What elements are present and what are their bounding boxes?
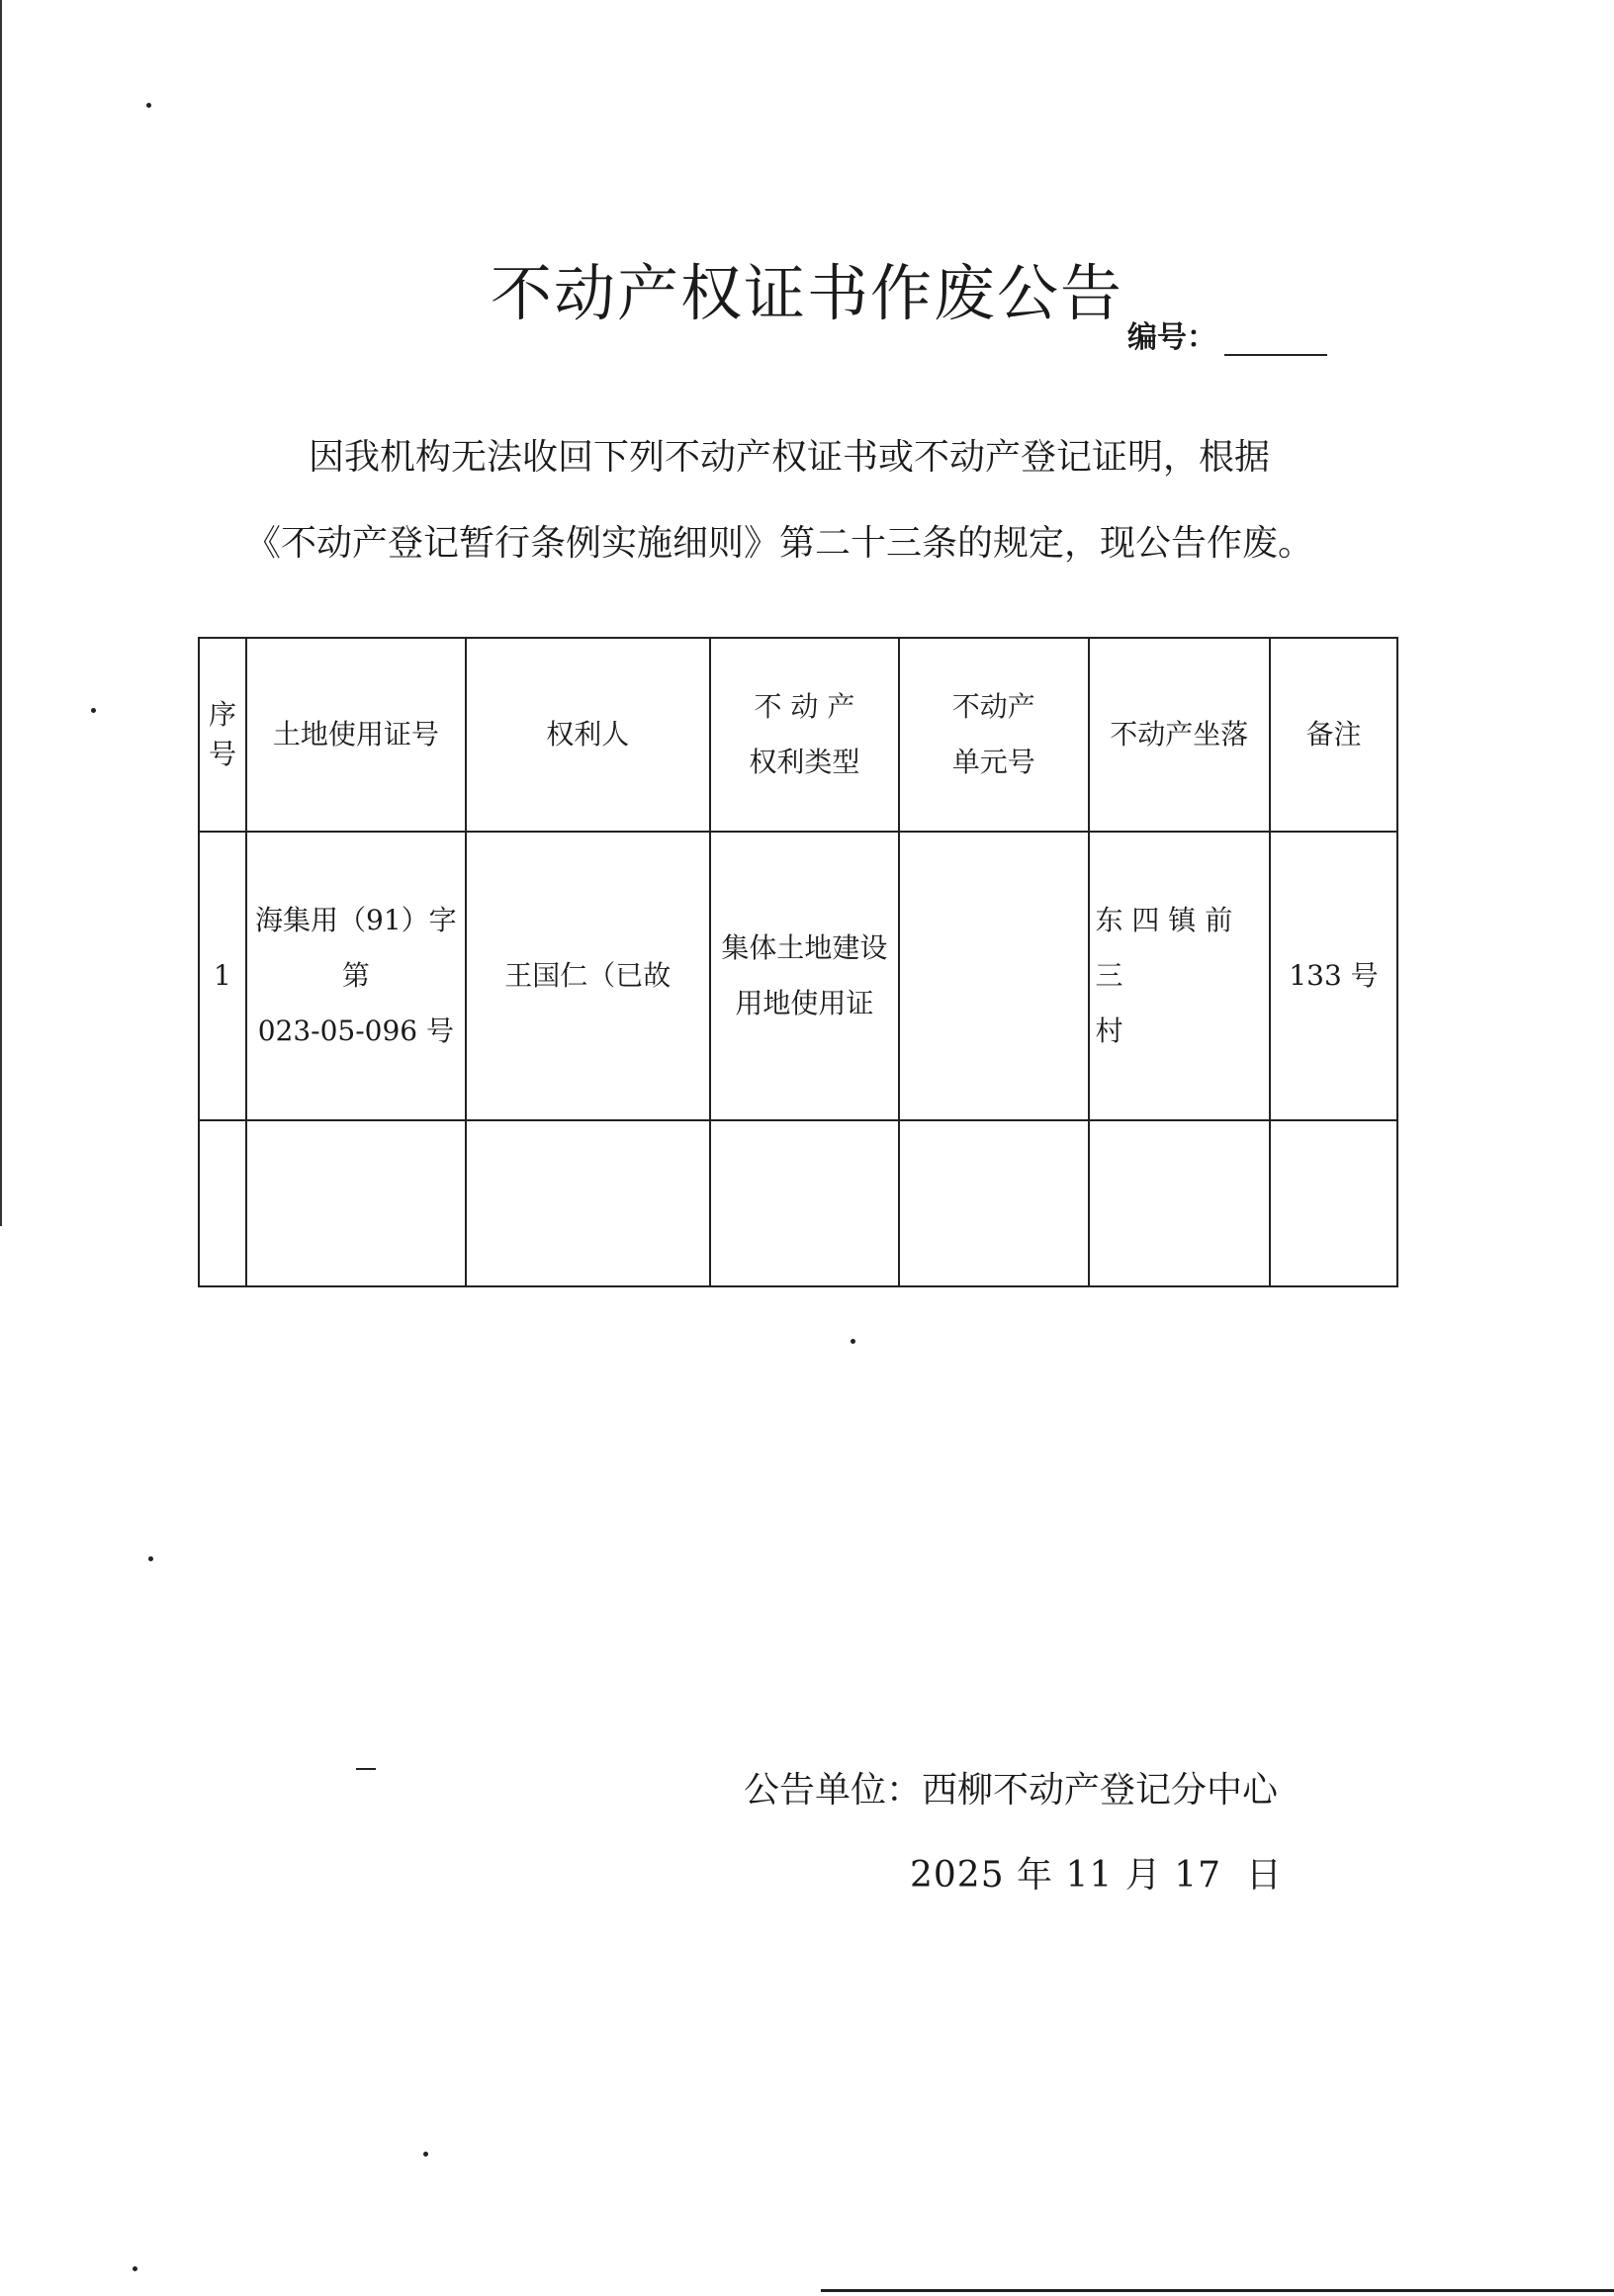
cell-holder: 王国仁（已故: [466, 832, 710, 1120]
header-unit: [899, 638, 1088, 832]
scan-speck: [146, 103, 151, 108]
empty-cell: [710, 1120, 899, 1286]
cell-location-line1: 东 四 镇 前 三: [1095, 904, 1233, 992]
cell-type: [710, 832, 899, 1120]
cell-cert: [246, 832, 466, 1120]
scan-dash: [356, 1768, 376, 1770]
notice-line-2: 《不动产登记暂行条例实施细则》第二十三条的规定，现公告作废。: [245, 523, 1314, 564]
scan-speck: [851, 1339, 855, 1344]
header-location: 不动产坐落: [1089, 638, 1271, 832]
table-header-row: [199, 638, 1397, 832]
header-type: [710, 638, 899, 832]
header-type-line2: 权利类型: [749, 746, 860, 778]
cell-seq: 1: [199, 832, 246, 1120]
header-note: 备注: [1270, 638, 1397, 832]
header-unit-line1: 不动产: [951, 690, 1035, 723]
issue-date: 2025 年 11 月 17 日: [910, 1855, 1283, 1896]
cell-type-line2: 用地使用证: [735, 987, 874, 1019]
issuing-unit: 公告单位：西柳不动产登记分中心: [744, 1770, 1279, 1810]
empty-cell: [899, 1120, 1088, 1286]
notice-line-1: 因我机构无法收回下列不动产权证书或不动产登记证明，根据: [309, 437, 1271, 478]
cell-type-line1: 集体土地建设: [721, 931, 888, 964]
header-seq: 序号: [199, 638, 246, 832]
empty-cell: [199, 1120, 246, 1286]
doc-number-label: 编号：: [1127, 320, 1216, 355]
cell-cert-line1: 海集用（91）字第: [255, 904, 457, 992]
scan-edge-line: [0, 0, 2, 1226]
empty-cell: [1089, 1120, 1271, 1286]
doc-number-blank: [1224, 330, 1327, 356]
scan-speck: [148, 1556, 153, 1561]
scan-speck: [133, 2266, 137, 2271]
cell-location-line2: 村: [1095, 1015, 1123, 1047]
empty-cell: [1270, 1120, 1397, 1286]
cell-location: [1089, 832, 1271, 1120]
scan-speck: [91, 708, 96, 713]
doc-number: [1127, 312, 1327, 356]
empty-cell: [466, 1120, 710, 1286]
scan-bottom-line: [821, 2289, 1614, 2292]
empty-cell: [246, 1120, 466, 1286]
cell-cert-line2: 023-05-096 号: [257, 1015, 455, 1047]
scan-speck: [423, 2152, 428, 2157]
header-holder: 权利人: [466, 638, 710, 832]
cell-note: 133 号: [1270, 832, 1397, 1120]
header-type-line1: 不 动 产: [754, 690, 855, 723]
void-certificate-table: [198, 637, 1398, 1287]
table-row: [199, 832, 1397, 1120]
header-unit-line2: 单元号: [951, 746, 1035, 778]
header-cert: 土地使用证号: [246, 638, 466, 832]
page-title: 不动产权证书作废公告: [490, 256, 1123, 329]
table-row-empty: [199, 1120, 1397, 1286]
cell-unit: [899, 832, 1088, 1120]
